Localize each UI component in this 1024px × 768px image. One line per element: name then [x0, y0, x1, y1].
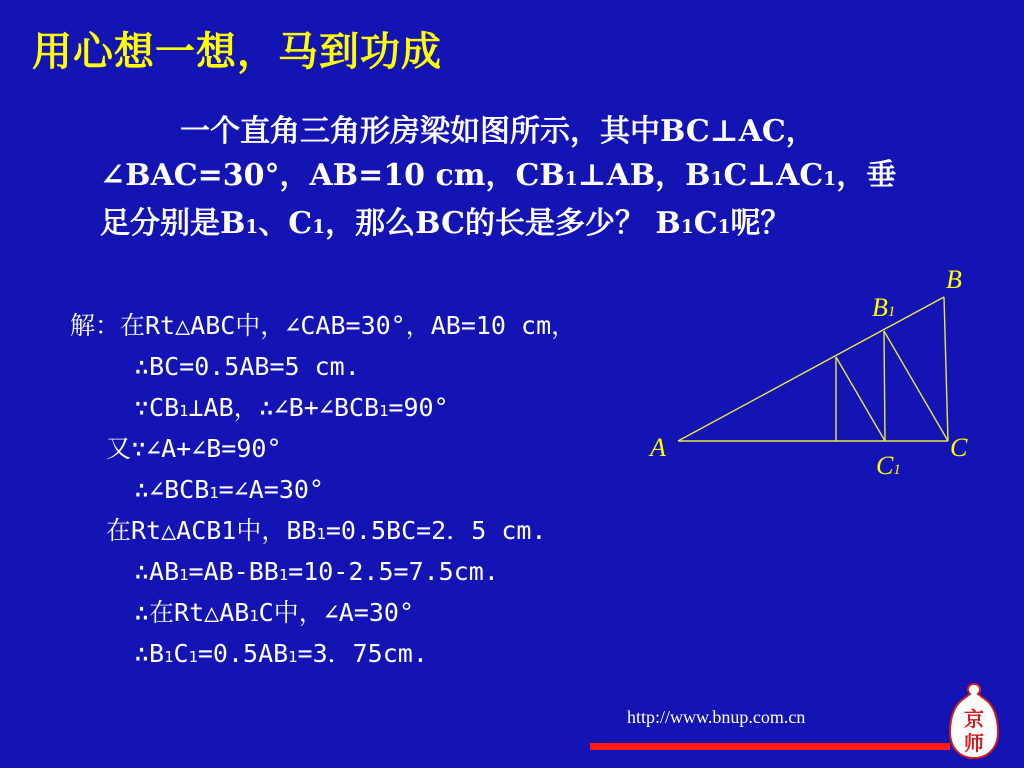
solution-steps [70, 305, 576, 674]
solution-row-9: ∴B1C1=0.5AB1=3．75cm. [134, 639, 428, 668]
logo-glyph-top: 京 [964, 707, 984, 731]
solution-row-1: 解：在Rt△ABC中，∠CAB=30°，AB=10 cm， [70, 311, 577, 340]
problem-line-1: 一个直角三角形房梁如图所示，其中BC⊥AC， [180, 114, 816, 149]
triangle-figure [640, 260, 1000, 490]
segment-c-b1 [884, 331, 948, 441]
solution-row-6: 在Rt△ACB1中，BB1=0.5BC=2．5 cm. [106, 516, 547, 545]
solution-row-7: ∴AB1=AB-BB1=10-2.5=7.5cm. [134, 557, 499, 586]
solution-row-3: ∵CB1⊥AB，∴∠B+∠BCB1=90° [134, 393, 449, 422]
problem-statement [100, 110, 980, 250]
label-a: A [650, 433, 666, 462]
label-b: B [946, 265, 962, 294]
solution-row-4: 又∵∠A+∠B=90° [106, 434, 282, 463]
segment-c1-inner [836, 357, 885, 441]
logo-glyph-bottom: 师 [964, 731, 984, 755]
solution-row-8: ∴在Rt△AB1C中，∠A=30° [134, 598, 415, 627]
solution-row-5: ∴∠BCB1=∠A=30° [134, 475, 324, 504]
problem-line-3: 足分别是B1、C1，那么BC的长是多少？ B1C1呢？ [100, 206, 791, 241]
footer-red-bar [590, 743, 950, 750]
solution-row-2: ∴BC=0.5AB=5 cm. [134, 352, 360, 381]
segment-b-c [944, 297, 948, 441]
segment-b1-c1 [884, 331, 885, 441]
slide-title: 用心想一想，马到功成 [32, 29, 442, 75]
label-c: C [950, 433, 968, 462]
footer-url[interactable]: http://www.bnup.com.cn [627, 707, 806, 727]
label-b1: B1 [872, 293, 896, 322]
problem-line-2: ∠BAC=30°，AB=10 cm，CB1⊥AB，B1C⊥AC1，垂 [100, 158, 897, 193]
label-c1: C1 [876, 451, 901, 480]
publisher-logo [944, 680, 1004, 762]
segment-a-b [678, 297, 944, 441]
